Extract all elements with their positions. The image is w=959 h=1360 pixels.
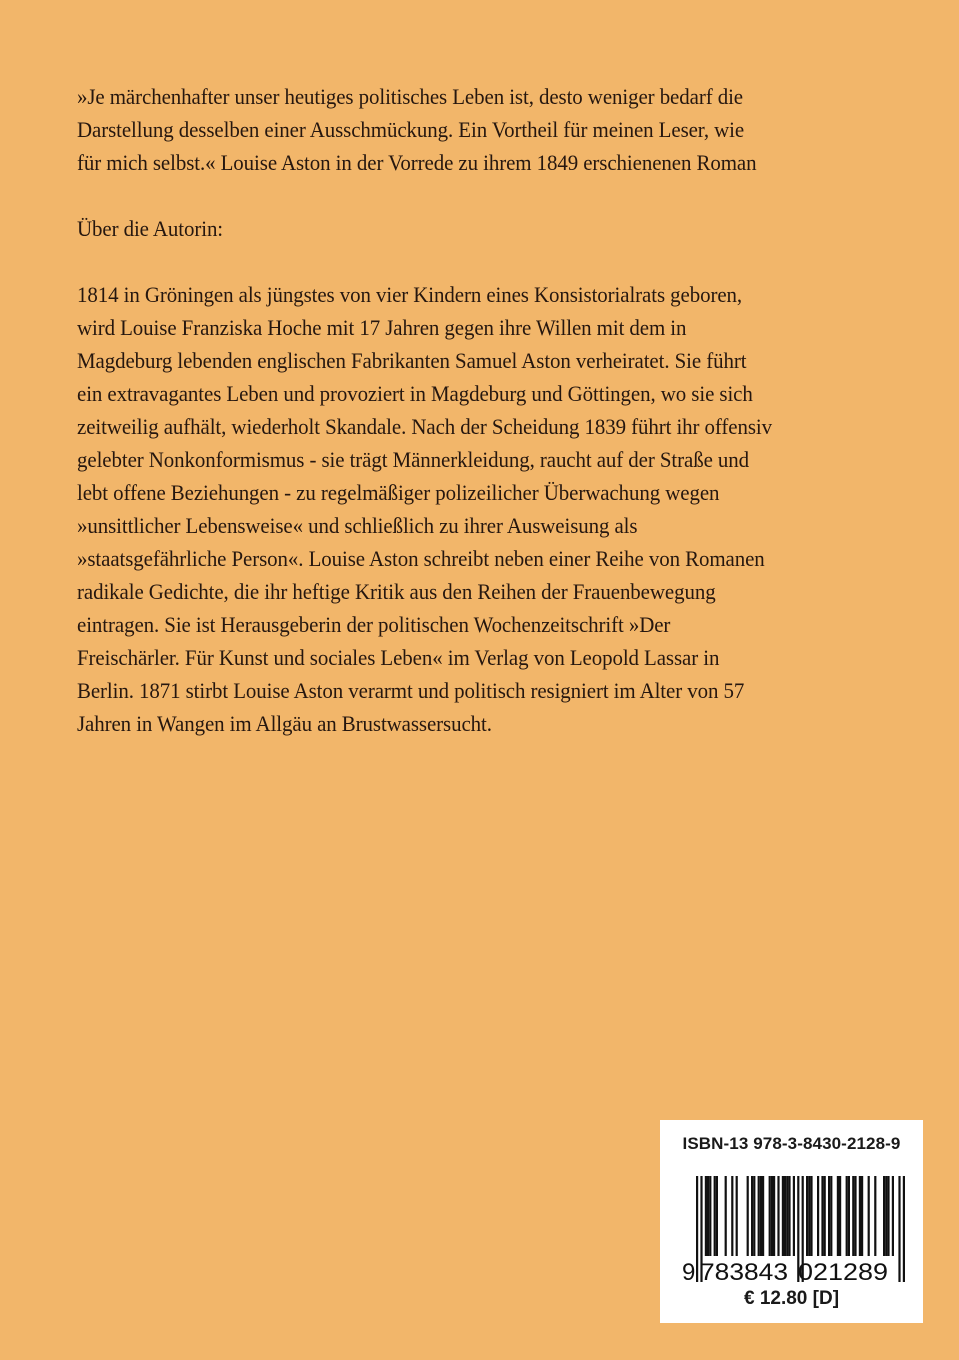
isbn-label: ISBN-13 978-3-8430-2128-9 xyxy=(682,1134,901,1153)
bio-line: »unsittlicher Lebensweise« und schließlich zu ihrer Ausweisung als xyxy=(77,513,638,538)
bio-line: ein extravagantes Leben und provoziert in Magdeburg und Göttingen, wo sie sich xyxy=(77,381,753,406)
price-label: € 12.80 [D] xyxy=(743,1288,840,1309)
bio-line: Berlin. 1871 stirbt Louise Aston verarmt und politisch resigniert im Alter von 57 xyxy=(77,678,745,703)
bio-line: zeitweilig aufhält, wiederholt Skandale. Nach der Scheidung 1839 führt ihr offensiv xyxy=(77,414,773,439)
about-heading-block xyxy=(77,212,937,245)
bio-line: radikale Gedichte, die ihr heftige Kritik aus den Reihen der Frauenbewegung xyxy=(77,579,716,604)
bio-line: Jahren in Wangen im Allgäu an Brustwassersucht. xyxy=(77,711,492,736)
barcode-left-digits: 783843 xyxy=(700,1259,788,1284)
quote-line: »Je märchenhafter unser heutiges politisches Leben ist, desto weniger bedarf die xyxy=(77,84,743,109)
isbn-barcode-box xyxy=(660,1120,923,1323)
author-bio-paragraph xyxy=(77,278,937,740)
bio-line: 1814 in Gröningen als jüngstes von vier Kindern eines Konsistorialrats geboren, xyxy=(77,282,743,307)
bio-line: wird Louise Franziska Hoche mit 17 Jahren gegen ihre Willen mit dem in xyxy=(77,315,687,340)
barcode-icon xyxy=(682,1176,908,1284)
quote-line: für mich selbst.« Louise Aston in der Vorrede zu ihrem 1849 erschienenen Roman xyxy=(77,150,757,175)
bio-line: Magdeburg lebenden englischen Fabrikanten Samuel Aston verheiratet. Sie führt xyxy=(77,348,747,373)
quote-paragraph xyxy=(77,80,937,179)
bio-line: »staatsgefährliche Person«. Louise Aston schreibt neben einer Reihe von Romanen xyxy=(77,546,765,571)
barcode-first-digit: 9 xyxy=(682,1259,696,1284)
bio-line: lebt offene Beziehungen - zu regelmäßiger polizeilicher Überwachung wegen xyxy=(77,480,720,505)
bio-line: eintragen. Sie ist Herausgeberin der politischen Wochenzeitschrift »Der xyxy=(77,612,671,637)
about-heading: Über die Autorin: xyxy=(77,216,224,241)
bio-line: gelebter Nonkonformismus - sie trägt Männerkleidung, raucht auf der Straße und xyxy=(77,447,750,472)
quote-line: Darstellung desselben einer Ausschmückung. Ein Vortheil für meinen Leser, wie xyxy=(77,117,745,142)
barcode-right-digits: 021289 xyxy=(798,1259,888,1284)
bio-line: Freischärler. Für Kunst und sociales Leben« im Verlag von Leopold Lassar in xyxy=(77,645,720,670)
